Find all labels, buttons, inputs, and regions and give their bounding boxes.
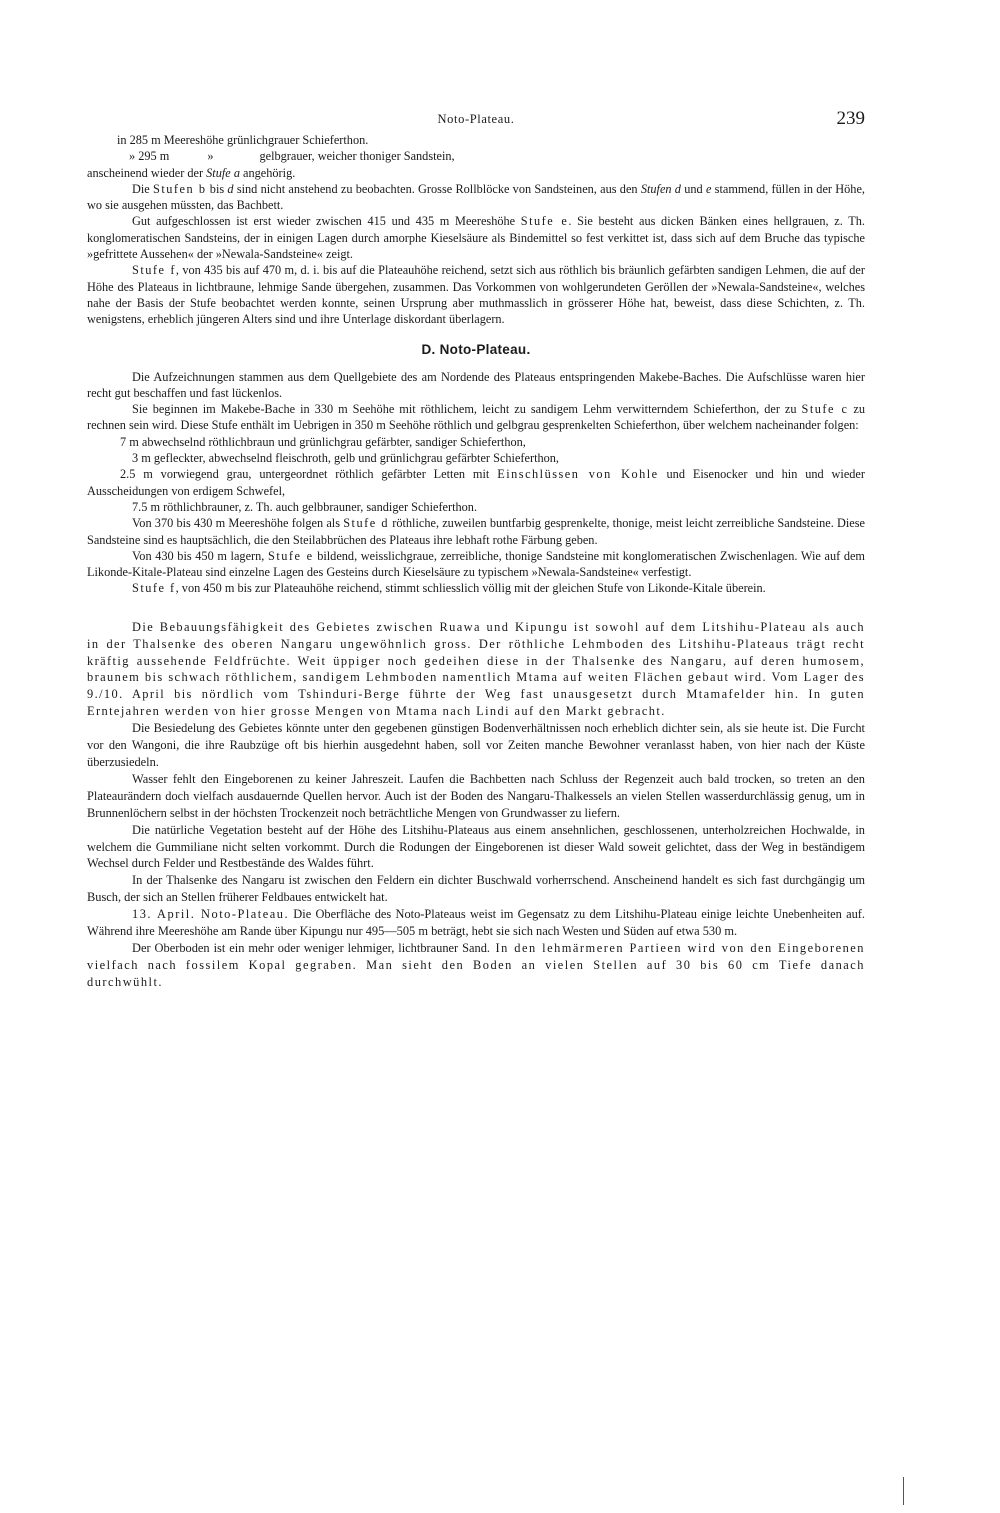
paragraph: 13. April. Noto-Plateau. Die Oberfläche des Noto-Plateaus weist im Gegensatz zu dem Litshihu-Plateau einige leichte Unebenheiten auf. Während ihre Meereshöhe am Rande über Kipungu nur 495—505 m beträgt, hebt sie sich nach Westen und Süden auf etwa 530 m.	[87, 907, 865, 939]
page-number: 239	[836, 108, 865, 129]
paragraph: Stufe f, von 450 m bis zur Plateauhöhe reichend, stimmt schliesslich völlig mit der gleichen Stufe von Likonde-Kitale überein.	[132, 581, 766, 596]
paragraph: Wasser fehlt den Eingeborenen zu keiner Jahreszeit. Laufen die Bachbetten nach Schluss der Regenzeit auch bald trocken, so treten an den Plateaurändern doch vielfach ausdauernde Quellen hervor. Auch ist der Boden des Nangaru-Thalkessels an vielen Stellen wasserdurchlässig genug, um in Brunnenlöchern selbst in der höchsten Trockenzeit noch beträchtliche Mengen von Grundwasser zu liefern.	[87, 771, 865, 820]
paragraph: Die Bebauungsfähigkeit des Gebietes zwischen Ruawa und Kipungu ist sowohl auf dem Litshihu-Plateau als auch in der Thalsenke des oberen Nangaru ungewöhnlich gross. Der röthliche Lehmboden des Litshihu-Plateaus trägt recht kräftig aussehende Feldfrüchte. Weit üppiger noch gedeihen diese in der Thalsenke des Nangaru, auf deren humosem, braunem bis schwach röthlichem, sandigem Lehmboden namentlich Mtama auf weiten Flächen gebaut wird. Vom Lager des 9./10. April bis nördlich vom Tshinduri-Berge führte der Weg fast unausgesetzt durch Mtamafelder hin. In guten Erntejahren werden von hier grosse Mengen von Mtama nach Lindi auf den Markt gebracht.	[87, 619, 865, 719]
list-item: 2.5 m vorwiegend grau, untergeordnet röthlich gefärbter Letten mit Einschlüssen von Kohle und Eisenocker und hin und wieder Ausscheidungen von erdigem Schwefel,	[87, 467, 865, 498]
measurement-line: » 295 m » gelbgrauer, weicher thoniger Sandstein,	[129, 149, 455, 164]
text-line: anscheinend wieder der Stufe a angehörig.	[87, 165, 296, 180]
top-block	[87, 132, 865, 328]
document-page	[87, 100, 865, 991]
paragraph: Die Besiedelung des Gebietes könnte unter den gegebenen günstigen Bodenverhältnissen noch erheblich dichter sein, als sie heute ist. Die Furcht vor den Wangoni, die ihre Raubzüge oft bis hierhin ausgedehnt haben, soll vor Zeiten manche Bewohner veranlasst haben, von hier nach der Küste überzusiedeln.	[87, 721, 865, 769]
scan-mark	[903, 1477, 904, 1505]
section-heading: D. Noto-Plateau.	[421, 341, 531, 357]
list-item: 7.5 m röthlichbrauner, z. Th. auch gelbbrauner, sandiger Schieferthon.	[132, 499, 478, 514]
list-item: 7 m abwechselnd röthlichbraun und grünlichgrau gefärbter, sandiger Schieferthon,	[120, 434, 526, 449]
paragraph: Von 430 bis 450 m lagern, Stufe e bildend, weisslichgraue, zerreibliche, thonige Sandsteine mit konglomeratischen Zwischenlagen. Wie auf dem Likonde-Kitale-Plateau sind einzelne Lagen des Gesteins durch Kieselsäure zu typischem »Newala-Sandsteine« verfestigt.	[87, 548, 865, 580]
body-text	[87, 619, 865, 991]
paragraph: Die Stufen b bis d sind nicht anstehend zu beobachten. Grosse Rollblöcke von Sandsteinen, aus den Stufen d und e stammend, füllen in der Höhe, wo sie ausgehen müssten, das Bachbett.	[87, 181, 865, 213]
paragraph: Von 370 bis 430 m Meereshöhe folgen als Stufe d röthliche, zuweilen buntfarbig gesprenkelte, thonige, meist leicht zerreibliche Sandsteine. Diese Sandsteine sind es hauptsächlich, die den Steilabbrüchen des Plateaus ihre lebhaft rothe Färbung geben.	[87, 516, 865, 547]
paragraph: Der Oberboden ist ein mehr oder weniger lehmiger, lichtbrauner Sand. In den lehmärmeren Partieen wird von den Eingeborenen vielfach nach fossilem Kopal gegraben. Man sieht den Boden an vielen Stellen auf 30 bis 60 cm Tiefe danach durchwühlt.	[87, 940, 865, 989]
paragraph: In der Thalsenke des Nangaru ist zwischen den Feldern ein dichter Buschwald vorherrschend. Anscheinend handelt es sich fast durchgängig um Busch, der sich an Stellen früherer Feldbaues entwickelt hat.	[87, 873, 865, 905]
section-block	[87, 369, 865, 597]
paragraph: Die Aufzeichnungen stammen aus dem Quellgebiete des am Nordende des Plateaus entspringenden Makebe-Baches. Die Aufschlüsse waren hier recht gut beschaffen und fast lückenlos.	[87, 369, 865, 400]
paragraph: Gut aufgeschlossen ist erst wieder zwischen 415 und 435 m Meereshöhe Stufe e. Sie besteht aus dicken Bänken eines hellgrauen, z. Th. konglomeratischen Sandsteins, der in einigen Lagen durch amorphe Kieselsäure als Bindemittel so fest verkittet ist, dass sich auf dem Bruche das typische »gefrittete Aussehen« der »Newala-Sandsteine« zeigt.	[87, 214, 865, 262]
paragraph: Die natürliche Vegetation besteht auf der Höhe des Litshihu-Plateaus aus einem ansehnlichen, geschlossenen, unterholzreichen Hochwalde, in welchem die Gummiliane nicht selten vorkommt. Durch die Rodungen der Eingeborenen ist dieser Wald soweit gelichtet, dass der Weg in beständigem Wechsel durch Felder und Restbestände des Waldes führt.	[87, 822, 865, 871]
paragraph: Sie beginnen im Makebe-Bache in 330 m Seehöhe mit röthlichem, leicht zu sandigem Lehm verwitterndem Schieferthon, der zu Stufe c zu rechnen sein wird. Diese Stufe enthält im Uebrigen in 350 m Seehöhe röthlich und gelbgrau gesprenkelten Schieferthon, über welchem nacheinander folgen:	[87, 402, 865, 433]
running-title: Noto-Plateau.	[437, 112, 515, 126]
paragraph: Stufe f, von 435 bis auf 470 m, d. i. bis auf die Plateauhöhe reichend, setzt sich aus röthlich bis bräunlich gefärbten sandigen Lehmen, die auf der Höhe des Plateaus in lichtbraune, lehmige Sande übergehen, zusammen. Das Vorkommen von wohlgerundeten Geröllen der »Newala-Sandsteine«, welches nahe der Basis der Stufe beobachtet werden konnte, seinen Ursprung aber muthmasslich in grösserer Höhe hat, beweist, dass diese Schichten, z. Th. wenigstens, erheblich jüngeren Alters sind und ihre Unterlage diskordant überlagern.	[87, 263, 865, 327]
page-header	[87, 100, 865, 129]
list-item: 3 m gefleckter, abwechselnd fleischroth, gelb und grünlichgrau gefärbter Schieferthon,	[132, 451, 560, 466]
measurement-line: in 285 m Meereshöhe grünlichgrauer Schieferthon.	[117, 133, 369, 147]
